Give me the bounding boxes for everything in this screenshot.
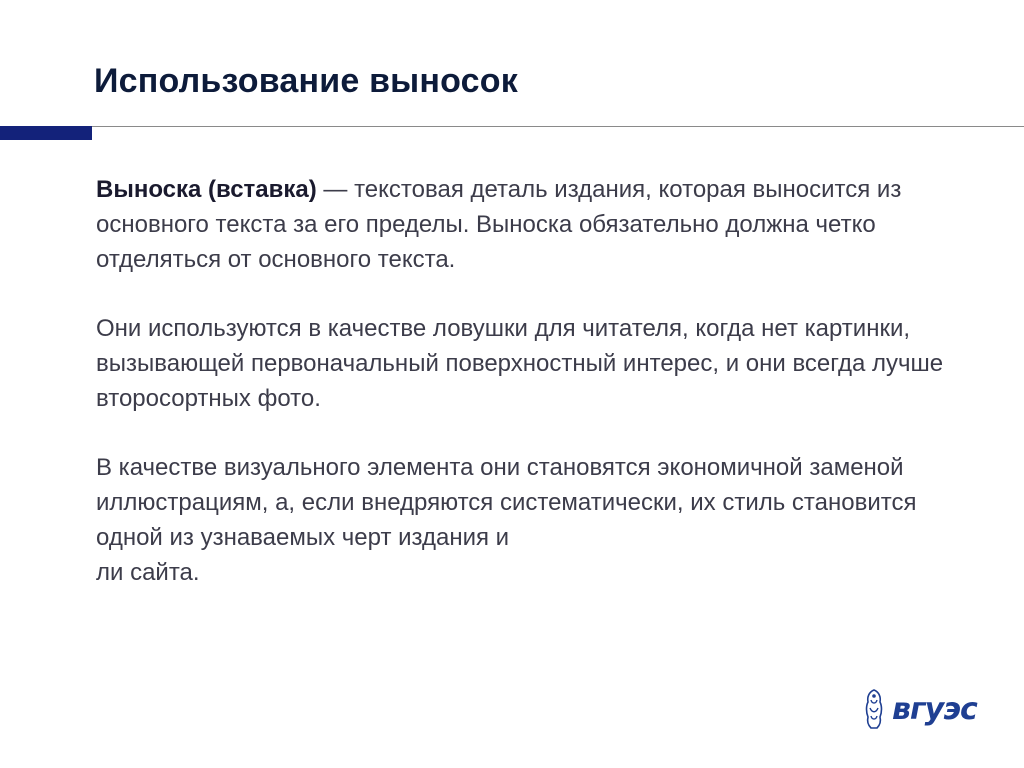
paragraph-visual-element <box>96 450 976 590</box>
visual-element-line3: ли сайта. <box>96 559 200 586</box>
definition-text: — текстовая деталь издания, которая выносится из основного текста за его пределы. Выноска обязательно должна четко отделяться от основного текста. <box>96 176 902 273</box>
title-divider-line <box>92 126 1024 127</box>
term-callout: Выноска (вставка) <box>96 176 317 203</box>
visual-element-line1: В качестве визуального элемента они становятся экономичной заменой иллюстрациям, а, если внедряются систематически <box>96 454 904 516</box>
paragraph-usage: Они используются в качестве ловушки для читателя, когда нет картинки, вызывающей первоначальный поверхностный интерес, и они всегда лучше второсортных фото. <box>96 315 944 412</box>
slide-title: Использование выносок <box>94 62 518 100</box>
university-logo-text: вгуэс <box>892 691 977 727</box>
title-accent-bar <box>0 126 92 140</box>
paragraph-definition <box>96 172 976 277</box>
university-logo <box>862 688 977 730</box>
visual-element-line2: , их стиль становится одной из узнаваемых черт издания и <box>96 489 917 551</box>
slide-body <box>96 172 976 624</box>
university-emblem-icon <box>862 688 886 730</box>
